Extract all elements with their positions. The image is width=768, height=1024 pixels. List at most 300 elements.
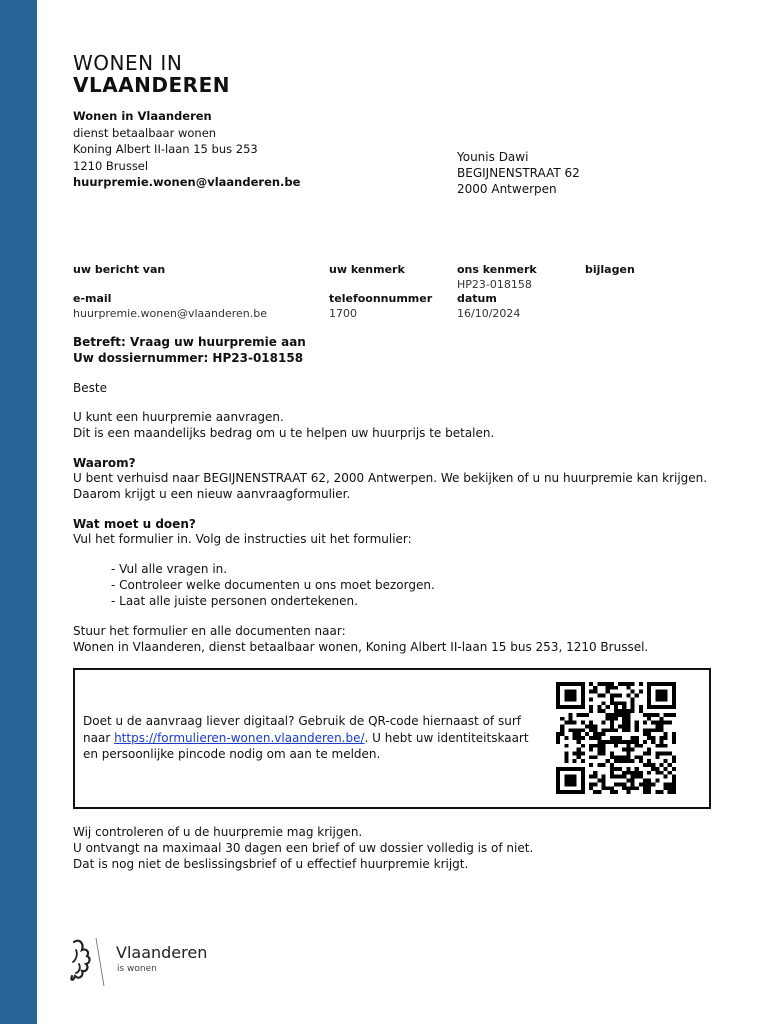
qr-module bbox=[635, 755, 639, 759]
qr-module bbox=[655, 752, 659, 756]
qr-module bbox=[564, 705, 568, 709]
qr-module bbox=[610, 755, 614, 759]
qr-module bbox=[635, 740, 639, 744]
qr-module bbox=[573, 694, 577, 698]
qr-module bbox=[668, 786, 672, 790]
qr-module bbox=[602, 701, 606, 705]
qr-module bbox=[602, 732, 606, 736]
qr-module bbox=[647, 682, 651, 686]
qr-module bbox=[581, 690, 585, 694]
qr-module bbox=[664, 786, 668, 790]
qr-module bbox=[655, 755, 659, 759]
qr-module bbox=[668, 721, 672, 725]
qr-module bbox=[614, 686, 618, 690]
qr-module bbox=[672, 782, 676, 786]
qr-module bbox=[664, 736, 668, 740]
qr-module bbox=[651, 705, 655, 709]
qr-module bbox=[593, 686, 597, 690]
bullet-item: - Laat alle juiste personen ondertekenen. bbox=[111, 594, 358, 608]
qr-module bbox=[655, 705, 659, 709]
qr-module bbox=[664, 744, 668, 748]
qr-module bbox=[672, 694, 676, 698]
qr-module bbox=[597, 744, 601, 748]
logo-line-2: VLAANDEREN bbox=[73, 73, 230, 97]
qr-module bbox=[659, 721, 663, 725]
ons-kenmerk-label: ons kenmerk bbox=[457, 263, 537, 276]
qr-module bbox=[573, 790, 577, 794]
qr-module bbox=[647, 686, 651, 690]
lion-icon bbox=[70, 936, 110, 988]
qr-module bbox=[568, 697, 572, 701]
qr-module bbox=[672, 697, 676, 701]
qr-module bbox=[664, 775, 668, 779]
qr-module bbox=[610, 694, 614, 698]
qr-module bbox=[651, 721, 655, 725]
qr-module bbox=[593, 782, 597, 786]
qr-module bbox=[618, 709, 622, 713]
qr-text-suffix: . U hebt uw identiteitskaart bbox=[364, 730, 529, 745]
qr-module bbox=[581, 728, 585, 732]
qr-module bbox=[672, 755, 676, 759]
qr-module bbox=[581, 786, 585, 790]
intro-line-2: Dit is een maandelijks bedrag om u te helpen uw huurprijs te betalen. bbox=[73, 426, 495, 440]
qr-module bbox=[643, 786, 647, 790]
qr-module bbox=[647, 771, 651, 775]
qr-module bbox=[655, 790, 659, 794]
qr-module bbox=[647, 782, 651, 786]
qr-module bbox=[618, 682, 622, 686]
qr-module bbox=[643, 790, 647, 794]
qr-module bbox=[630, 771, 634, 775]
qr-module bbox=[635, 775, 639, 779]
qr-module bbox=[556, 775, 560, 779]
qr-module bbox=[630, 779, 634, 783]
qr-module bbox=[630, 705, 634, 709]
qr-module bbox=[564, 752, 568, 756]
qr-module bbox=[655, 690, 659, 694]
qr-module bbox=[597, 763, 601, 767]
qr-module bbox=[635, 736, 639, 740]
qr-module bbox=[614, 728, 618, 732]
qr-module bbox=[668, 771, 672, 775]
qr-module bbox=[568, 779, 572, 783]
sender-street: Koning Albert II-laan 15 bus 253 bbox=[73, 142, 258, 156]
qr-module bbox=[602, 721, 606, 725]
qr-module bbox=[589, 697, 593, 701]
qr-module bbox=[630, 697, 634, 701]
qr-module bbox=[589, 744, 593, 748]
qr-module bbox=[614, 775, 618, 779]
qr-module bbox=[602, 740, 606, 744]
qr-module bbox=[614, 744, 618, 748]
qr-text-line-3: en persoonlijke pincode nodig om aan te melden. bbox=[83, 747, 381, 761]
qr-module bbox=[630, 740, 634, 744]
qr-module bbox=[573, 767, 577, 771]
qr-module bbox=[581, 721, 585, 725]
qr-module bbox=[581, 701, 585, 705]
qr-module bbox=[643, 779, 647, 783]
qr-module bbox=[606, 690, 610, 694]
qr-module bbox=[581, 744, 585, 748]
qr-module bbox=[610, 697, 614, 701]
qr-module bbox=[593, 736, 597, 740]
qr-module bbox=[602, 763, 606, 767]
qr-module bbox=[593, 724, 597, 728]
qr-module bbox=[564, 775, 568, 779]
telefoon-label: telefoonnummer bbox=[329, 292, 433, 305]
qr-module bbox=[668, 682, 672, 686]
qr-module bbox=[593, 690, 597, 694]
footer-brand: Vlaanderen bbox=[116, 943, 208, 962]
qr-module bbox=[635, 724, 639, 728]
qr-module bbox=[622, 775, 626, 779]
qr-module bbox=[581, 771, 585, 775]
qr-module bbox=[573, 782, 577, 786]
qr-module bbox=[614, 694, 618, 698]
qr-module bbox=[568, 782, 572, 786]
qr-module bbox=[610, 728, 614, 732]
qr-module bbox=[659, 740, 663, 744]
qr-module bbox=[618, 740, 622, 744]
qr-module bbox=[651, 736, 655, 740]
qr-module bbox=[581, 790, 585, 794]
qr-module bbox=[618, 736, 622, 740]
qr-module bbox=[610, 736, 614, 740]
qr-module bbox=[618, 775, 622, 779]
qr-module bbox=[573, 736, 577, 740]
qr-module bbox=[585, 724, 589, 728]
qr-module bbox=[626, 717, 630, 721]
qr-module bbox=[664, 732, 668, 736]
intro-line-1: U kunt een huurpremie aanvragen. bbox=[73, 410, 284, 424]
qr-module bbox=[597, 752, 601, 756]
qr-module bbox=[564, 759, 568, 763]
qr-module bbox=[581, 767, 585, 771]
qr-module bbox=[672, 690, 676, 694]
qr-module bbox=[647, 705, 651, 709]
qr-module bbox=[597, 779, 601, 783]
qr-module bbox=[610, 682, 614, 686]
qr-module bbox=[643, 782, 647, 786]
qr-module bbox=[564, 779, 568, 783]
qr-module bbox=[568, 694, 572, 698]
qr-module bbox=[659, 752, 663, 756]
qr-module bbox=[610, 701, 614, 705]
uw-kenmerk-label: uw kenmerk bbox=[329, 263, 405, 276]
qr-module bbox=[647, 697, 651, 701]
qr-module bbox=[655, 713, 659, 717]
qr-module bbox=[639, 759, 643, 763]
qr-module bbox=[593, 771, 597, 775]
qr-module bbox=[581, 686, 585, 690]
qr-module bbox=[564, 736, 568, 740]
qr-module bbox=[564, 682, 568, 686]
qr-module bbox=[556, 771, 560, 775]
qr-module bbox=[560, 790, 564, 794]
qr-module bbox=[581, 736, 585, 740]
qr-module bbox=[655, 779, 659, 783]
qr-module bbox=[560, 732, 564, 736]
qr-module bbox=[610, 786, 614, 790]
qr-module bbox=[635, 694, 639, 698]
qr-module bbox=[647, 728, 651, 732]
stuur-line-1: Stuur het formulier en alle documenten naar: bbox=[73, 624, 346, 638]
qr-module bbox=[568, 690, 572, 694]
qr-module bbox=[606, 740, 610, 744]
qr-module bbox=[568, 705, 572, 709]
qr-module bbox=[568, 717, 572, 721]
qr-module bbox=[556, 705, 560, 709]
qr-module bbox=[597, 732, 601, 736]
qr-module bbox=[668, 782, 672, 786]
recipient-city: 2000 Antwerpen bbox=[457, 182, 557, 196]
qr-module bbox=[664, 697, 668, 701]
qr-module bbox=[610, 724, 614, 728]
qr-module bbox=[618, 755, 622, 759]
qr-module bbox=[581, 682, 585, 686]
qr-module bbox=[659, 728, 663, 732]
qr-module bbox=[635, 728, 639, 732]
qr-module bbox=[610, 771, 614, 775]
sender-email[interactable]: huurpremie.wonen@vlaanderen.be bbox=[73, 175, 301, 189]
stuur-line-2: Wonen in Vlaanderen, dienst betaalbaar wonen, Koning Albert II-laan 15 bus 253, 1210 Brussel. bbox=[73, 640, 649, 654]
qr-module bbox=[606, 713, 610, 717]
qr-module bbox=[659, 690, 663, 694]
qr-module bbox=[639, 744, 643, 748]
qr-module bbox=[672, 767, 676, 771]
qr-module bbox=[614, 767, 618, 771]
bullet-item: - Vul alle vragen in. bbox=[111, 562, 228, 576]
qr-module bbox=[659, 717, 663, 721]
qr-module bbox=[610, 752, 614, 756]
waarom-line-2: Daarom krijgt u een nieuw aanvraagformulier. bbox=[73, 487, 351, 501]
qr-module bbox=[655, 721, 659, 725]
closing-line-2: U ontvangt na maximaal 30 dagen een brief of uw dossier volledig is of niet. bbox=[73, 841, 534, 855]
qr-module bbox=[556, 736, 560, 740]
qr-module bbox=[602, 786, 606, 790]
qr-module bbox=[647, 786, 651, 790]
qr-module bbox=[589, 782, 593, 786]
qr-module bbox=[622, 728, 626, 732]
qr-module bbox=[630, 736, 634, 740]
qr-module bbox=[589, 724, 593, 728]
qr-module bbox=[577, 748, 581, 752]
qr-module bbox=[581, 705, 585, 709]
qr-module bbox=[589, 736, 593, 740]
qr-module bbox=[622, 682, 626, 686]
qr-module bbox=[602, 694, 606, 698]
qr-module bbox=[626, 721, 630, 725]
qr-module bbox=[564, 755, 568, 759]
qr-module bbox=[597, 736, 601, 740]
qr-module bbox=[664, 759, 668, 763]
qr-module bbox=[647, 690, 651, 694]
qr-module bbox=[610, 713, 614, 717]
qr-module bbox=[659, 724, 663, 728]
qr-module bbox=[568, 721, 572, 725]
qr-module bbox=[593, 775, 597, 779]
qr-module bbox=[626, 790, 630, 794]
qr-module bbox=[622, 713, 626, 717]
qr-module bbox=[577, 705, 581, 709]
qr-module bbox=[659, 744, 663, 748]
qr-module bbox=[639, 771, 643, 775]
qr-module bbox=[597, 740, 601, 744]
qr-module bbox=[581, 694, 585, 698]
qr-module bbox=[556, 686, 560, 690]
qr-module bbox=[672, 786, 676, 790]
qr-module bbox=[672, 682, 676, 686]
qr-module bbox=[589, 728, 593, 732]
qr-module bbox=[614, 782, 618, 786]
qr-module bbox=[639, 782, 643, 786]
qr-module bbox=[639, 709, 643, 713]
qr-module bbox=[668, 763, 672, 767]
qr-module bbox=[672, 686, 676, 690]
qr-module bbox=[614, 790, 618, 794]
qr-module bbox=[589, 709, 593, 713]
qr-module bbox=[614, 717, 618, 721]
qr-module bbox=[618, 724, 622, 728]
qr-module bbox=[622, 709, 626, 713]
qr-module bbox=[556, 694, 560, 698]
qr-module bbox=[610, 686, 614, 690]
qr-module bbox=[659, 790, 663, 794]
qr-module bbox=[655, 694, 659, 698]
qr-module bbox=[577, 740, 581, 744]
qr-module bbox=[668, 752, 672, 756]
qr-module bbox=[630, 701, 634, 705]
qr-module bbox=[573, 728, 577, 732]
qr-module bbox=[573, 775, 577, 779]
qr-module bbox=[622, 771, 626, 775]
qr-module bbox=[655, 682, 659, 686]
qr-module bbox=[664, 705, 668, 709]
qr-module bbox=[626, 771, 630, 775]
qr-module bbox=[630, 786, 634, 790]
qr-module bbox=[622, 782, 626, 786]
qr-module bbox=[668, 790, 672, 794]
qr-module bbox=[622, 755, 626, 759]
uw-bericht-label: uw bericht van bbox=[73, 263, 166, 276]
qr-module bbox=[626, 686, 630, 690]
datum-label: datum bbox=[457, 292, 497, 305]
datum-value: 16/10/2024 bbox=[457, 307, 521, 320]
qr-module bbox=[585, 732, 589, 736]
qr-module bbox=[639, 775, 643, 779]
sidebar-stripe bbox=[0, 0, 37, 1024]
form-link[interactable]: https://formulieren-wonen.vlaanderen.be/ bbox=[114, 730, 365, 745]
qr-module bbox=[643, 763, 647, 767]
qr-module bbox=[581, 697, 585, 701]
ons-kenmerk-value: HP23-018158 bbox=[457, 278, 532, 291]
qr-module bbox=[589, 748, 593, 752]
qr-module bbox=[577, 752, 581, 756]
qr-module bbox=[668, 713, 672, 717]
waarom-line-1: U bent verhuisd naar BEGIJNENSTRAAT 62, 2000 Antwerpen. We bekijken of u nu huurpremie kan krijgen. bbox=[73, 471, 708, 485]
qr-module bbox=[659, 682, 663, 686]
qr-module bbox=[606, 786, 610, 790]
qr-module bbox=[651, 682, 655, 686]
qr-module bbox=[589, 682, 593, 686]
qr-module bbox=[606, 759, 610, 763]
letter-subject: Betreft: Vraag uw huurpremie aan bbox=[73, 335, 306, 349]
qr-module bbox=[647, 713, 651, 717]
qr-module bbox=[622, 786, 626, 790]
qr-module bbox=[647, 701, 651, 705]
qr-module bbox=[626, 724, 630, 728]
digital-application-text bbox=[83, 713, 529, 763]
qr-module bbox=[564, 721, 568, 725]
qr-module bbox=[655, 771, 659, 775]
qr-module bbox=[672, 732, 676, 736]
qr-module bbox=[560, 724, 564, 728]
qr-module bbox=[602, 728, 606, 732]
qr-module bbox=[659, 694, 663, 698]
qr-module bbox=[651, 767, 655, 771]
qr-module bbox=[647, 779, 651, 783]
qr-module bbox=[672, 705, 676, 709]
qr-module bbox=[626, 682, 630, 686]
qr-module bbox=[664, 682, 668, 686]
qr-module bbox=[664, 690, 668, 694]
qr-module bbox=[568, 767, 572, 771]
recipient-street: BEGIJNENSTRAAT 62 bbox=[457, 166, 580, 180]
qr-module bbox=[560, 682, 564, 686]
qr-module bbox=[602, 775, 606, 779]
qr-module bbox=[626, 740, 630, 744]
qr-module bbox=[626, 759, 630, 763]
qr-module bbox=[564, 697, 568, 701]
qr-module bbox=[581, 782, 585, 786]
qr-code-icon[interactable] bbox=[556, 682, 676, 794]
qr-text-prefix: naar bbox=[83, 730, 115, 745]
qr-module bbox=[581, 759, 585, 763]
qr-module bbox=[643, 732, 647, 736]
qr-module bbox=[602, 744, 606, 748]
email-label: e-mail bbox=[73, 292, 112, 305]
qr-module bbox=[589, 721, 593, 725]
qr-module bbox=[622, 721, 626, 725]
qr-module bbox=[664, 767, 668, 771]
sender-org: Wonen in Vlaanderen bbox=[73, 109, 212, 123]
qr-module bbox=[556, 690, 560, 694]
qr-module bbox=[635, 767, 639, 771]
qr-module bbox=[568, 775, 572, 779]
qr-module bbox=[597, 790, 601, 794]
qr-module bbox=[610, 721, 614, 725]
qr-module bbox=[593, 790, 597, 794]
qr-module bbox=[622, 724, 626, 728]
sender-city: 1210 Brussel bbox=[73, 158, 149, 173]
qr-module bbox=[556, 740, 560, 744]
qr-module bbox=[626, 694, 630, 698]
qr-module bbox=[647, 732, 651, 736]
qr-module bbox=[564, 782, 568, 786]
qr-module bbox=[659, 705, 663, 709]
qr-module bbox=[635, 786, 639, 790]
qr-module bbox=[556, 786, 560, 790]
qr-module bbox=[672, 713, 676, 717]
qr-module bbox=[593, 755, 597, 759]
qr-module bbox=[618, 701, 622, 705]
qr-module bbox=[602, 709, 606, 713]
qr-module bbox=[639, 755, 643, 759]
qr-module bbox=[568, 713, 572, 717]
qr-module bbox=[618, 759, 622, 763]
qr-module bbox=[573, 732, 577, 736]
qr-module bbox=[556, 682, 560, 686]
